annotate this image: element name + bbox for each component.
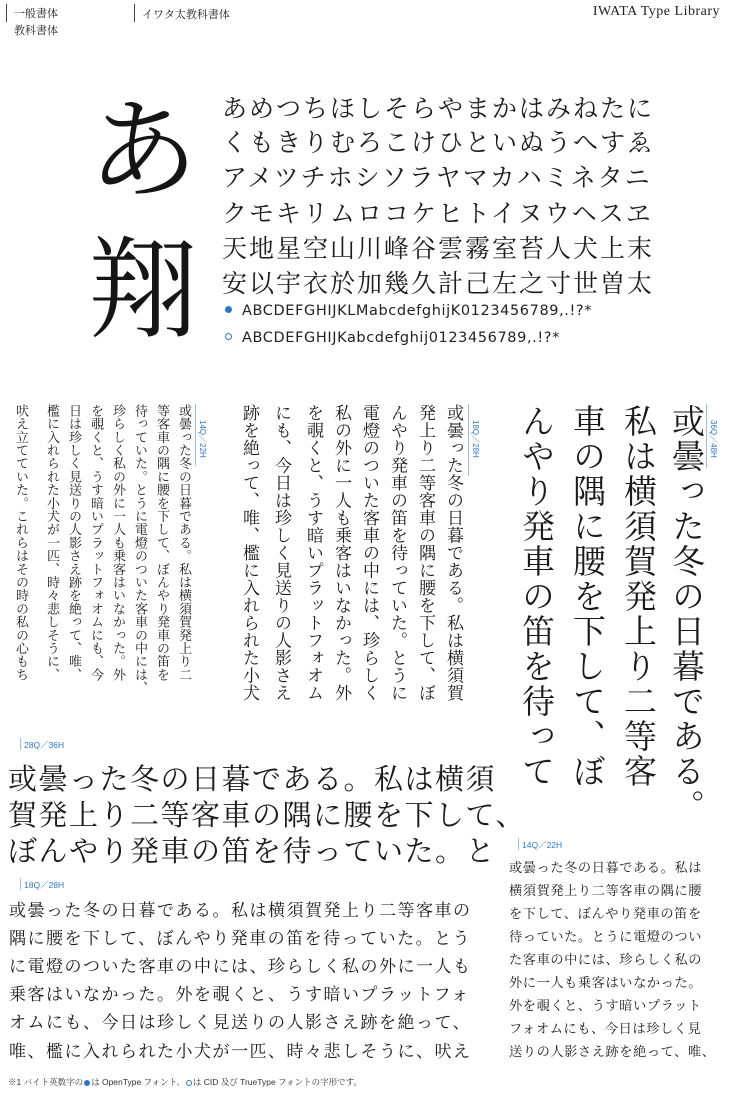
horizontal-line: 唯、檻に入れられた小犬が一匹、時々悲しそうに、吠え [9, 1042, 472, 1062]
library-name: IWATA Type Library [592, 4, 720, 19]
cid-bullet-icon [186, 1080, 192, 1086]
spec-label-v18: 18Q／28H [471, 420, 480, 458]
footnote-text-1: ※1 バイト英数字の [8, 1077, 84, 1087]
spec-label-h18: 18Q／28H [24, 880, 65, 890]
latin-opentype-text: ABCDEFGHIJKLMabcdefghijK0123456789,.!?* [242, 303, 593, 319]
horizontal-line: 隅に腰を下して、ぼんやり発車の笛を待っていた。とう [9, 929, 472, 949]
vertical-column: を覗くと、うす暗いプラットフォオム [303, 404, 323, 702]
vertical-column: 日は珍しく見送りの人影さえ跡を絶って、唯、 [66, 404, 81, 682]
kana-sample-line: クモキリムロコケヒトイヌウヘスヱ [222, 199, 653, 228]
category-line-1: 一般書体 [14, 8, 58, 20]
spec-rule [518, 838, 519, 850]
spec-rule [468, 404, 469, 476]
footnote [8, 1076, 362, 1088]
footnote-text-2: は OpenType フォント、 [91, 1077, 185, 1087]
horizontal-line: 待っていた。とうに電燈のつい [509, 930, 703, 945]
horizontal-line: オムにも、今日は珍しく見送りの人影さえ跡を絶って、 [9, 1013, 472, 1033]
vertical-column: 発上り二等客車の隅に腰を下して、ぼ [415, 404, 435, 702]
vertical-column: 待っていた。とうに電燈のついた客車の中には、 [132, 404, 147, 695]
horizontal-line: に電燈のついた客車の中には、珍らしく私の外に一人も [9, 957, 472, 977]
cid-bullet-icon [225, 333, 232, 340]
vertical-column: 吠え立てていた。これらはその時の私の心もち [13, 404, 28, 682]
opentype-bullet-icon [225, 306, 232, 313]
vertical-column: 或曇った冬の日暮である。 [667, 404, 706, 824]
kana-sample-line: あめつちほしそらやまかはみねたに [222, 94, 655, 123]
category-line-2: 教科書体 [14, 25, 58, 37]
category-label [14, 6, 58, 40]
vertical-column: を覗くと、うす暗いプラットフォオムにも、今 [88, 404, 103, 682]
vertical-column: 檻に入れられた小犬が一匹、時々悲しそうに、 [44, 404, 59, 682]
horizontal-line: ぼんやり発車の笛を待っていた。と [8, 834, 497, 868]
opentype-bullet-icon [84, 1080, 90, 1086]
vertical-column: 珍らしく私の外に一人も乗客はいなかった。外 [110, 404, 125, 682]
vertical-column: 或曇った冬の日暮である。私は横須賀 [443, 404, 463, 702]
kana-sample-line: 天地星空山川峰谷雲霧室苔人犬上末 [222, 234, 655, 263]
horizontal-line: 送りの人影さえ跡を絶って、唯、 [509, 1045, 716, 1060]
spec-rule [20, 738, 21, 750]
kana-sample-line: アメツチホシソラヤマカハミネタニ [222, 163, 652, 192]
kana-sample-line: 安以宇衣於加幾久計己左之寸世曽太 [222, 269, 655, 298]
header-divider [6, 4, 7, 22]
horizontal-line: 或曇った冬の日暮である。私は横須 [8, 762, 497, 796]
vertical-column: 等客車の隅に腰を下して、ぼんやり発車の笛を [154, 404, 169, 682]
spec-label-h14: 14Q／22H [522, 840, 563, 850]
horizontal-line: 或曇った冬の日暮である。私は横須賀発上り二等客車の [9, 901, 472, 921]
vertical-column: んやり発車の笛を待っていた。とうに [387, 404, 407, 702]
vertical-column: 私の外に一人も乗客はいなかった。外 [331, 404, 351, 702]
horizontal-line: を下して、ぼんやり発車の笛を [509, 907, 702, 922]
latin-cid-text: ABCDEFGHIJKabcdefghij0123456789,.!?* [242, 330, 560, 346]
vertical-column: 或曇った冬の日暮である。私は横須賀発上り二 [176, 404, 191, 682]
vertical-column: んやり発車の笛を待って [517, 404, 556, 789]
horizontal-line: 或曇った冬の日暮である。私は [509, 861, 703, 876]
vertical-column: 跡を絶って、唯、檻に入れられた小犬 [239, 404, 259, 702]
horizontal-line: 乗客はいなかった。外を覗くと、うす暗いプラットフォ [9, 985, 470, 1005]
spec-rule [195, 404, 196, 466]
horizontal-line: 外を覗くと、うす暗いプラット [509, 999, 702, 1014]
horizontal-line: 横須賀発上り二等客車の隅に腰 [509, 884, 703, 899]
spec-label-v36: 36Q／48H [709, 420, 718, 458]
showcase-glyph-a: あ [88, 87, 198, 215]
vertical-column: にも、今日は珍しく見送りの人影さえ [271, 404, 291, 702]
horizontal-line: 外に一人も乗客はいなかった。 [509, 976, 703, 991]
footnote-text-3: は CID 及び TrueType フォントの字形です。 [192, 1077, 362, 1087]
vertical-column: 車の隅に腰を下して、ぼ [568, 404, 607, 789]
spec-label-v14: 14Q／22H [198, 420, 207, 458]
vertical-column: 電燈のついた客車の中には、珍らしく [359, 404, 379, 702]
horizontal-line: 賀発上り二等客車の隅に腰を下して、 [8, 798, 526, 832]
spec-rule [20, 878, 21, 890]
latin-sample-cid [225, 330, 560, 346]
kana-sample-line: くもきりむろこけひといぬうへすゑ [222, 128, 655, 157]
font-name: イワタ太教科書体 [142, 9, 230, 21]
horizontal-line: た客車の中には、珍らしく私の [509, 953, 703, 968]
spec-label-h28: 28Q／36H [24, 740, 65, 750]
horizontal-line: フォオムにも、今日は珍しく見 [509, 1022, 702, 1037]
showcase-glyph-sho: 翔 [88, 226, 198, 354]
header-divider [134, 4, 135, 22]
latin-sample-opentype [225, 303, 592, 319]
vertical-column: 私は横須賀発上り二等客 [619, 404, 658, 789]
